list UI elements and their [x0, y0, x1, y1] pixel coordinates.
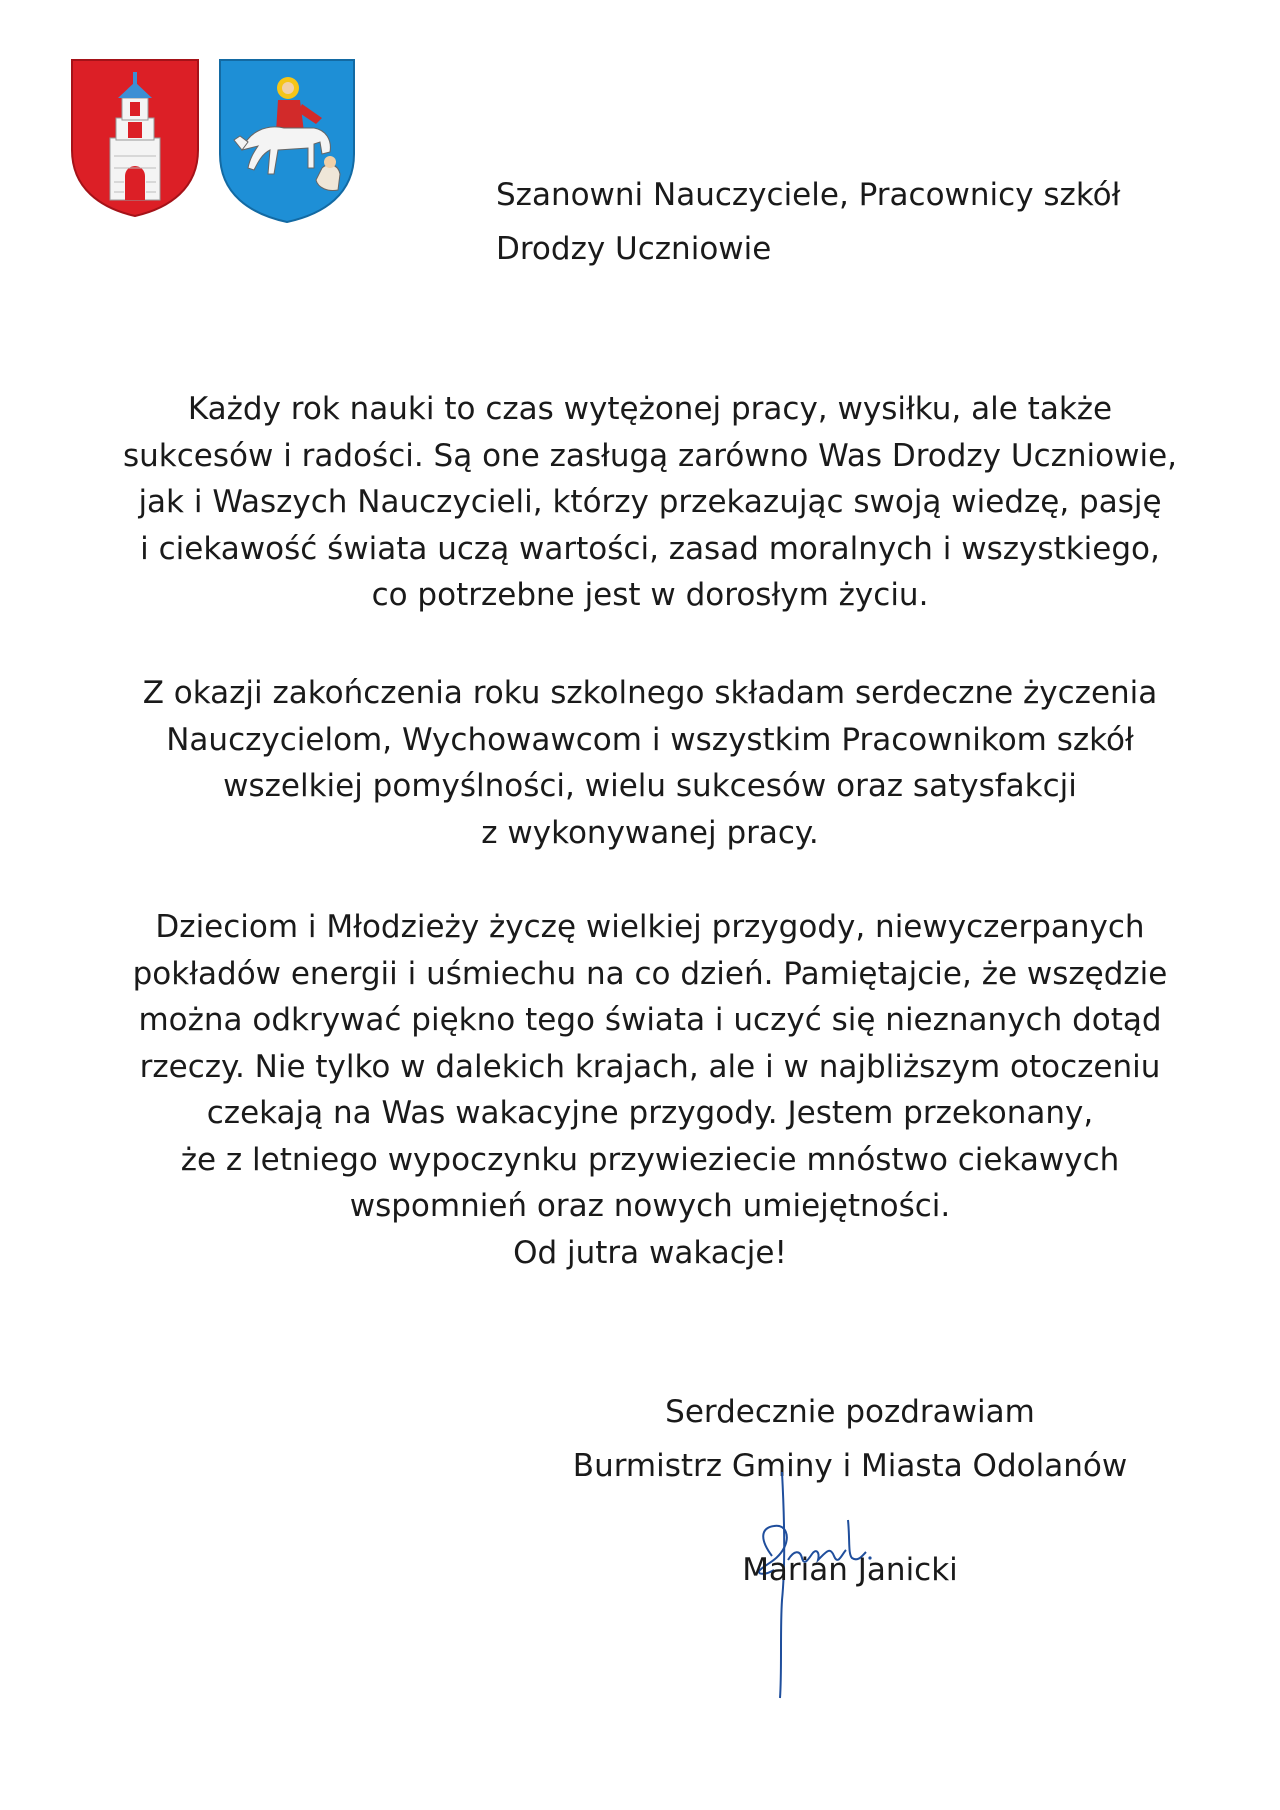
salutation [496, 168, 1120, 276]
text-line: pokładów energii i uśmiechu na co dzień. Pamiętajcie, że wszędzie [132, 955, 1168, 992]
text-line: Dzieciom i Młodzieży życzę wielkiej przygody, niewyczerpanych [155, 909, 1145, 945]
salutation-line: Szanowni Nauczyciele, Pracownicy szkół [496, 177, 1121, 213]
signer-name: Marian Janicki [742, 1552, 958, 1588]
text-line: Od jutra wakacje! [513, 1234, 787, 1271]
closing-greeting: Serdecznie pozdrawiam [665, 1394, 1035, 1430]
text-line: Z okazji zakończenia roku szkolnego składam serdeczne życzenia [142, 675, 1158, 711]
text-line: Nauczycielom, Wychowawcom i wszystkim Pracownikom szkół [166, 721, 1134, 758]
text-line: wszelkiej pomyślności, wielu sukcesów oraz satysfakcji [223, 768, 1077, 804]
text-line: rzeczy. Nie tylko w dalekich krajach, ale i w najbliższym otoczeniu [139, 1048, 1161, 1085]
town-gate-coat-of-arms-icon [70, 58, 200, 218]
paragraph-wishes-students [110, 904, 1190, 1276]
text-line: czekają na Was wakacyjne przygody. Jestem przekonany, [206, 1095, 1094, 1131]
text-line: co potrzebne jest w dorosłym życiu. [371, 577, 929, 613]
text-line: z wykonywanej pracy. [481, 814, 819, 851]
paragraph-wishes-teachers [110, 670, 1190, 856]
text-line: i ciekawość świata uczą wartości, zasad moralnych i wszystkiego, [140, 530, 1160, 567]
text-line: wspomnień oraz nowych umiejętności. [349, 1188, 951, 1224]
text-line: Każdy rok nauki to czas wytężonej pracy, wysiłku, ale także [187, 391, 1113, 427]
text-line: można odkrywać piękno tego świata i uczyć się nieznanych dotąd [138, 1002, 1162, 1038]
signer-title: Burmistrz Gminy i Miasta Odolanów [572, 1448, 1128, 1484]
salutation-line: Drodzy Uczniowie [496, 231, 772, 267]
saint-martin-coat-of-arms-icon [218, 58, 356, 224]
text-line: jak i Waszych Nauczycieli, którzy przekazując swoją wiedzę, pasję [138, 484, 1162, 520]
text-line: sukcesów i radości. Są one zasługą zarówno Was Drodzy Uczniowie, [123, 437, 1177, 474]
paragraph-school-year [110, 386, 1190, 619]
text-line: że z letniego wypoczynku przywieziecie mnóstwo ciekawych [180, 1141, 1120, 1178]
